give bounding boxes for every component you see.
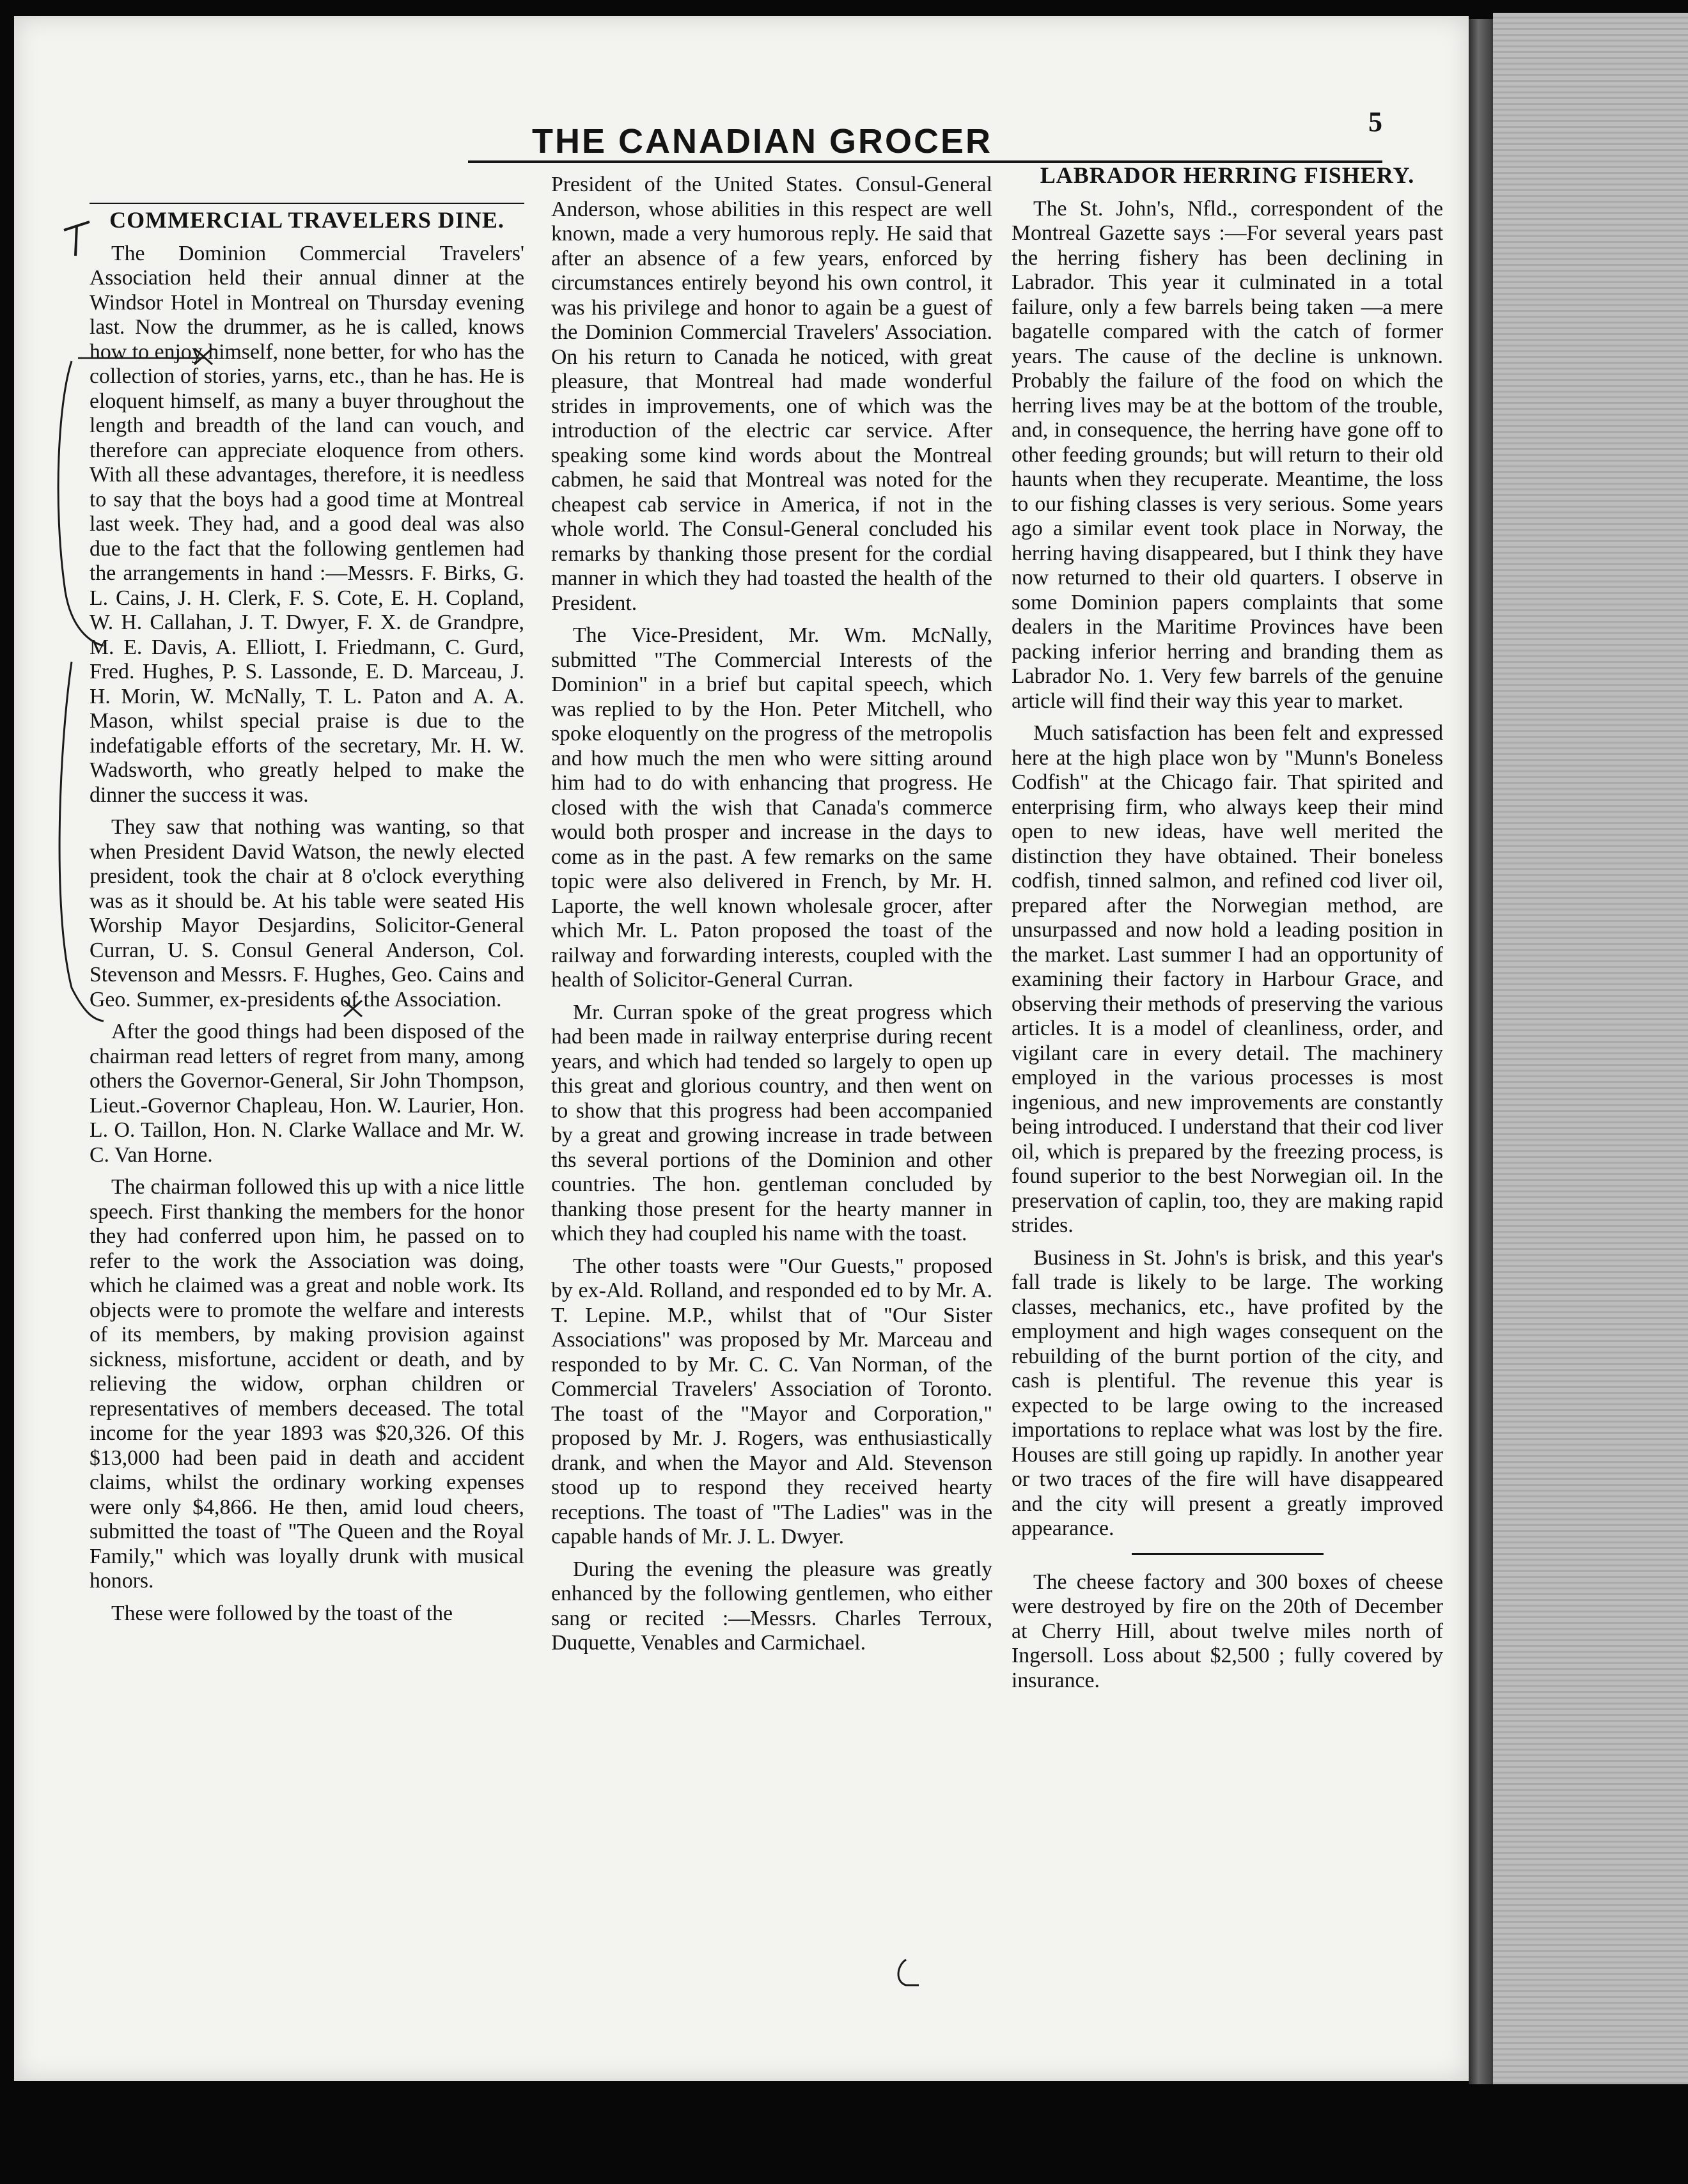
page-edge-shadow: [1469, 19, 1493, 2084]
article-paragraph: Mr. Curran spoke of the great progress which had been made in railway enterprise during recent years, and which had tended so largely to open up this great and glorious country, and then went on to show that this progress had been accompanied by a great and growing increase in trade between ths several portions of the Dominion and other countries. The hon. gentleman concluded by thanking those present for the hearty manner in which they had coupled his name with the toast.: [551, 1000, 992, 1245]
column-2: [551, 173, 992, 1664]
masthead: THE CANADIAN GROCER: [531, 122, 992, 160]
page-number: 5: [1368, 106, 1382, 137]
article-paragraph: The Dominion Commercial Travelers' Association held their annual dinner at the Windsor Hotel in Montreal on Thursday evening last. Now the drummer, as he is called, knows how to enjoy himself, none better, for who has the collection of stories, yarns, etc., than he has. He is eloquent himself, as many a buyer throughout the length and breadth of the land can vouch, and therefore can appreciate eloquence from others. With all these advantages, therefore, it is needless to say that the boys had a good time at Montreal last week. They had, and a good deal was also due to the fact that the following gentlemen had the arrangements in hand :—Messrs. F. Birks, G. L. Cains, J. H. Clerk, F. S. Cote, E. H. Copland, W. H. Callahan, J. T. Dwyer, F. X. de Grandpre, M. E. Davis, A. Elliott, I. Friedmann, C. Gurd, Fred. Hughes, P. S. Lassonde, E. D. Marceau, J. H. Morin, W. McNally, T. L. Paton and A. A. Mason, whilst special praise is due to the indefatigable efforts of the secretary, Mr. H. W. Wadsworth, who greatly helped to make the dinner the success it was.: [90, 241, 524, 807]
article-paragraph: During the evening the pleasure was greatly enhanced by the following gentlemen, who either sang or recited :—Messrs. Charles Terroux, Duquette, Venables and Carmichael.: [551, 1557, 992, 1655]
section-divider: [1132, 1553, 1324, 1555]
article-paragraph: Much satisfaction has been felt and expressed here at the high place won by "Munn's Boneless Codfish" at the Chicago fair. That spirited and enterprising firm, who always keep their mind open to new ideas, have well merited the distinction they have obtained. Their boneless codfish, tinned salmon, and refined cod liver oil, prepared after the Norwegian method, are unsurpassed and now hold a leading position in the market. Last summer I had an opportunity of examining their factory in Harbour Grace, and observing their methods of preserving the various articles. It is a model of cleanliness, order, and vigilant care in every detail. The machinery employed in the various processes is most ingenious, and new improvements are constantly being introduced. I understand that their cod liver oil, which is prepared by the freezing process, is found superior to the best Norwegian oil. In the preservation of caplin, too, they are making rapid strides.: [1012, 721, 1443, 1237]
headline-labrador-herring: LABRADOR HERRING FISHERY.: [1040, 162, 1415, 188]
article-paragraph: President of the United States. Consul-General Anderson, whose abilities in this respect are well known, made a very humorous reply. He said that after an absence of a few years, enforced by circumstances entirely beyond his own control, it was his privilege and honor to again be a guest of the Dominion Commercial Travelers' Association. On his return to Canada he noticed, with great pleasure, that Montreal had made wonderful strides in improvements, one of which was the introduction of the electric car service. After speaking some kind words about the Montreal cabmen, he said that Montreal was noted for the cheapest cab service in America, if not in the whole world. The Consul-General concluded his remarks by thanking those present for the cordial manner in which they had toasted the health of the President.: [551, 173, 992, 615]
article-paragraph: After the good things had been disposed of the chairman read letters of regret from many, among others the Governor-General, Sir John Thompson, Lieut.-Governor Chapleau, Hon. W. Laurier, Hon. L. O. Taillon, Hon. N. Clarke Wallace and Mr. W. C. Van Horne.: [90, 1020, 524, 1167]
article-paragraph: They saw that nothing was wanting, so that when President David Watson, the newly elected president, took the chair at 8 o'clock everything was as it should be. At his table were seated His Worship Mayor Desjardins, Solicitor-General Curran, U. S. Consul General Anderson, Col. Stevenson and Messrs. F. Hughes, Geo. Cains and Geo. Summer, ex-presidents of the Association.: [90, 815, 524, 1011]
article-paragraph: The other toasts were "Our Guests," proposed by ex-Ald. Rolland, and responded ed to by Mr. A. T. Lepine. M.P., whilst that of "Our Sister Associations" was proposed by Mr. Marceau and responded to by Mr. C. C. Van Norman, of the Commercial Travelers' Association of Toronto. The toast of the "Mayor and Corporation," proposed by Mr. J. Rogers, was enthusiastically drank, and when the Mayor and Ald. Stevenson stood up to respond they received hearty receptions. The toast of "The Ladies" was in the capable hands of Mr. J. L. Dwyer.: [551, 1254, 992, 1548]
article-paragraph: Business in St. John's is brisk, and this year's fall trade is likely to be large. The working classes, mechanics, etc., have profited by the employment and high wages consequent on the rebuilding of the burnt portion of the city, and cash is plentiful. The revenue this year is expected to be large owing to the increased importations to replace what was lost by the fire. Houses are still going up rapidly. In another year or two traces of the fire will have disappeared and the city will present a greatly improved appearance.: [1012, 1245, 1443, 1540]
headline-commercial-travelers: COMMERCIAL TRAVELERS DINE.: [109, 207, 504, 233]
column-top-rule: [90, 203, 524, 204]
column-1: [90, 208, 524, 1634]
column-3: [1012, 163, 1443, 1701]
newspaper-page: [14, 16, 1469, 2081]
article-paragraph: The St. John's, Nfld., correspondent of the Montreal Gazette says :—For several years past the herring fishery has been declining in Labrador. This year it culminated in a total failure, only a few barrels being taken —a mere bagatelle compared with the catch of former years. The cause of the decline is unknown. Probably the failure of the food on which the herring lives may be at the bottom of the trouble, and, in consequence, the herring have gone off to other feeding grounds; but will return to their old haunts when they recuperate. Meantime, the loss to our fishing classes is very serious. Some years ago a similar event took place in Norway, the herring having disappeared, but I think they have now returned to their old quarters. I observe in some Dominion papers complaints that some dealers in the Maritime Provinces have been packing inferior herring and branding them as Labrador No. 1. Very few barrels of the genuine article will find their way this year to market.: [1012, 196, 1443, 713]
scan-background-strip: [1493, 13, 1688, 2084]
article-paragraph: The chairman followed this up with a nice little speech. First thanking the members for the honor they had conferred upon him, he passed on to refer to the work the Association was doing, which he claimed was a great and noble work. Its objects were to promote the welfare and interests of its members, by making provision against sickness, misfortune, accident or death, and by relieving the widow, orphan children or representatives of members deceased. The total income for the year 1893 was $20,326. Of this $13,000 had been paid in death and accident claims, whilst the ordinary working expenses were only $4,866. He then, amid loud cheers, submitted the toast of "The Queen and the Royal Family," which was loyally drunk with musical honors.: [90, 1175, 524, 1593]
article-paragraph: The cheese factory and 300 boxes of cheese were destroyed by fire on the 20th of December at Cherry Hill, about twelve miles north of Ingersoll. Loss about $2,500 ; fully covered by insurance.: [1012, 1570, 1443, 1692]
article-paragraph: The Vice-President, Mr. Wm. McNally, submitted "The Commercial Interests of the Dominion" in a brief but capital speech, which was replied to by the Hon. Peter Mitchell, who spoke eloquently on the progress of the metropolis and how much the men who were sitting around him had to do with enhancing that progress. He closed with the wish that Canada's commerce would both prosper and increase in the days to come as in the past. A few remarks on the same topic were also delivered in French, by Mr. H. Laporte, the well known wholesale grocer, after which Mr. L. Paton proposed the toast of the railway and forwarding interests, coupled with the health of Solicitor-General Curran.: [551, 623, 992, 992]
article-paragraph: These were followed by the toast of the: [111, 1601, 453, 1625]
